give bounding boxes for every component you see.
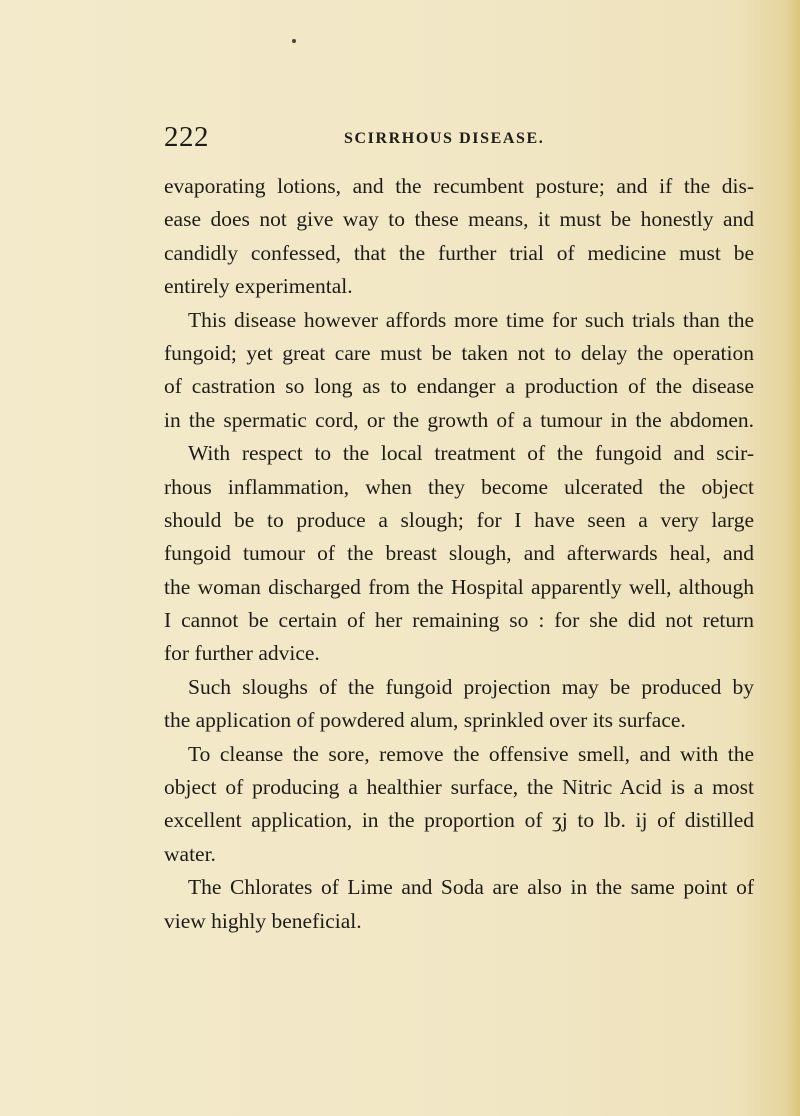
text-line: for further advice. bbox=[164, 641, 320, 666]
text-line: of castration so long as to endanger a production of the disease bbox=[164, 374, 754, 399]
text-line: should be to produce a slough; for I have seen a very large bbox=[164, 507, 754, 532]
ink-speck bbox=[292, 39, 296, 43]
text-line: in the spermatic cord, or the growth of a tumour in the abdomen. bbox=[164, 407, 754, 432]
page-number: 222 bbox=[164, 121, 209, 153]
text-line: This disease however affords more time for such trials than the bbox=[188, 307, 754, 332]
text-line: view highly beneficial. bbox=[164, 908, 362, 933]
body-text bbox=[164, 170, 754, 938]
text-line: evaporating lotions, and the recumbent posture; and if the dis- bbox=[164, 174, 754, 198]
text-line: the woman discharged from the Hospital apparently well, although bbox=[164, 574, 754, 599]
text-line: excellent application, in the proportion of ʒj to lb. ij of distilled bbox=[164, 808, 754, 833]
text-line: The Chlorates of Lime and Soda are also in the same point of bbox=[188, 875, 754, 900]
running-head: SCIRRHOUS DISEASE. bbox=[344, 130, 545, 147]
text-line: fungoid tumour of the breast slough, and afterwards heal, and bbox=[164, 541, 754, 566]
text-line: water. bbox=[164, 841, 216, 866]
text-line: With respect to the local treatment of the fungoid and scir- bbox=[188, 441, 754, 466]
text-line: fungoid; yet great care must be taken not to delay the operation bbox=[164, 340, 754, 365]
text-line: ease does not give way to these means, it must be honestly and bbox=[164, 207, 754, 232]
text-line: To cleanse the sore, remove the offensive smell, and with the bbox=[188, 741, 754, 766]
text-line: candidly confessed, that the further trial of medicine must be bbox=[164, 240, 754, 265]
text-line: rhous inflammation, when they become ulcerated the object bbox=[164, 474, 754, 499]
text-line: I cannot be certain of her remaining so : for she did not return bbox=[164, 608, 754, 633]
text-line: the application of powdered alum, sprinkled over its surface. bbox=[164, 708, 686, 733]
text-line: entirely experimental. bbox=[164, 274, 353, 299]
page-header bbox=[0, 120, 800, 160]
text-line: Such sloughs of the fungoid projection may be produced by bbox=[188, 674, 754, 699]
text-line: object of producing a healthier surface, the Nitric Acid is a most bbox=[164, 775, 754, 800]
page-edge-shadow bbox=[786, 0, 800, 1116]
